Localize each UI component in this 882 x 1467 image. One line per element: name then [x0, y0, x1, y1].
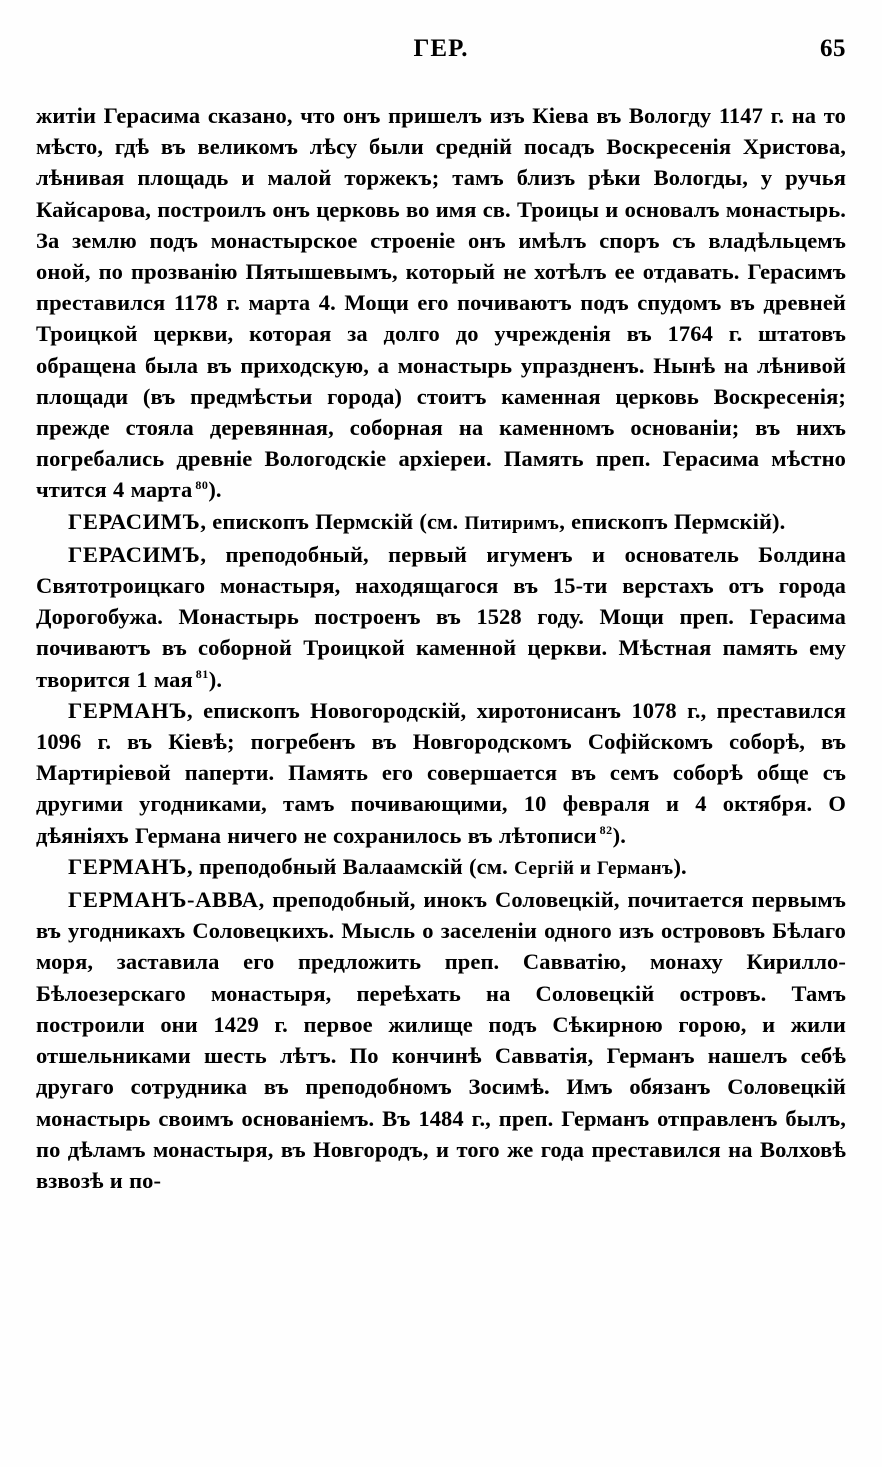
footnote-marker[interactable]: 81 [195, 667, 209, 682]
entry-headword: ГЕРАСИМЪ [68, 508, 201, 534]
entry-headword: ГЕРМАНЪ [68, 697, 188, 723]
paragraph-tail: ). [208, 477, 222, 503]
paragraph-text: , преподобный, инокъ Соловецкій, почитается первымъ въ угодникахъ Соловецкихъ. Мысль о заселеніи одного изъ острововъ Бѣлаго моря, заставила его предложить преп. Савватію, монаху Кирилло-Бѣлоезерскаго монастыря, переѣхать на Соловецкій островъ. Тамъ построили они 1429 г. первое жилище подъ Сѣкирною горою, и жили отшельниками шесть лѣтъ. По кончинѣ Савватія, Германъ нашелъ себѣ другаго сотрудника въ преподобномъ Зосимѣ. Имъ обязанъ Соловецкій монастырь своимъ основаніемъ. Въ 1484 г., преп. Германъ отправленъ былъ, по дѣламъ монастыря, въ Новгородъ, и того же года преставился на Волховѣ взвозѣ и по- [36, 887, 846, 1193]
paragraph-german-avva [36, 884, 846, 1196]
paragraph-text: , преподобный, первый игуменъ и основатель Болдина Святотроицкаго монастыря, находящагося въ 15-ти верстахъ отъ города Дорогобужа. Монастырь построенъ въ 1528 году. Мощи преп. Герасима почиваютъ въ соборной Троицкой каменной церкви. Мѣстная память ему творится 1 мая [36, 541, 846, 692]
running-head [36, 34, 846, 68]
paragraph-text: , епископъ Пермскій (см. [200, 508, 465, 534]
paragraph-text-tail: ). [673, 853, 687, 879]
paragraph-gerasim-boldin [36, 539, 846, 695]
paragraph-text: житіи Герасима сказано, что онъ пришелъ изъ Кіева въ Вологду 1147 г. на то мѣсто, гдѣ въ великомъ лѣсу были средній посадъ Воскресенія Христова, лѣнивая площадь и малой торжекъ; тамъ близъ рѣки Вологды, у ручья Кайсарова, построилъ онъ церковь во имя св. Троицы и основалъ монастырь. За землю подъ монастырское строеніе онъ имѣлъ споръ съ владѣльцемъ оной, по прозванію Пятышевымъ, который не хотѣлъ ее отдавать. Герасимъ преставился 1178 г. марта 4. Мощи его почиваютъ подъ спудомъ въ древней Троицкой церкви, которая за долго до учрежденія въ 1764 г. штатовъ обращена была въ приходскую, а монастырь упраздненъ. Нынѣ на лѣнивой площади (въ предмѣстьи города) стоитъ каменная церковь Воскресенія; прежде стояла деревянная, соборная на каменномъ основаніи; въ нихъ погребались древніе Вологодскіе архіереи. Память преп. Герасима мѣстно чтится 4 марта [36, 103, 846, 503]
paragraph-text: , епископъ Новогородскій, хиротонисанъ 1078 г., преставился 1096 г. въ Кіевѣ; погребенъ въ Новгородскомъ Софійскомъ соборѣ, въ Мартиріевой паперти. Память его совершается въ семъ соборѣ обще съ другими угодниками, тамъ почивающими, 10 февраля и 4 октября. О дѣяніяхъ Германа ничего не сохранилось въ лѣтописи [36, 697, 846, 848]
paragraph-gerasim-vologodsky [36, 100, 846, 506]
paragraph-tail: ). [208, 666, 223, 692]
footnote-marker[interactable]: 82 [599, 823, 613, 838]
footnote-marker[interactable]: 80 [195, 477, 209, 492]
cross-reference[interactable]: Питиримъ [464, 512, 560, 534]
entry-headword: ГЕРМАНЪ [68, 853, 188, 879]
paragraph-text: , преподобный Валаамскій (см. [187, 853, 515, 879]
paragraph-tail: ). [612, 822, 626, 848]
cross-reference[interactable]: Сергій и Германъ [514, 857, 674, 879]
paragraph-german-novgorodsky [36, 695, 846, 851]
page-title: ГЕР. [413, 35, 469, 62]
entry-headword: ГЕРАСИМЪ [68, 541, 201, 567]
entry-headword: ГЕРМАНЪ-АВВА [68, 887, 259, 913]
page-number: 65 [820, 35, 846, 62]
paragraph-text-tail: , епископъ Пермскій). [559, 508, 786, 534]
text-block [36, 100, 846, 1196]
paragraph-gerasim-permsky [36, 506, 846, 539]
paragraph-german-valaamsky [36, 851, 846, 884]
